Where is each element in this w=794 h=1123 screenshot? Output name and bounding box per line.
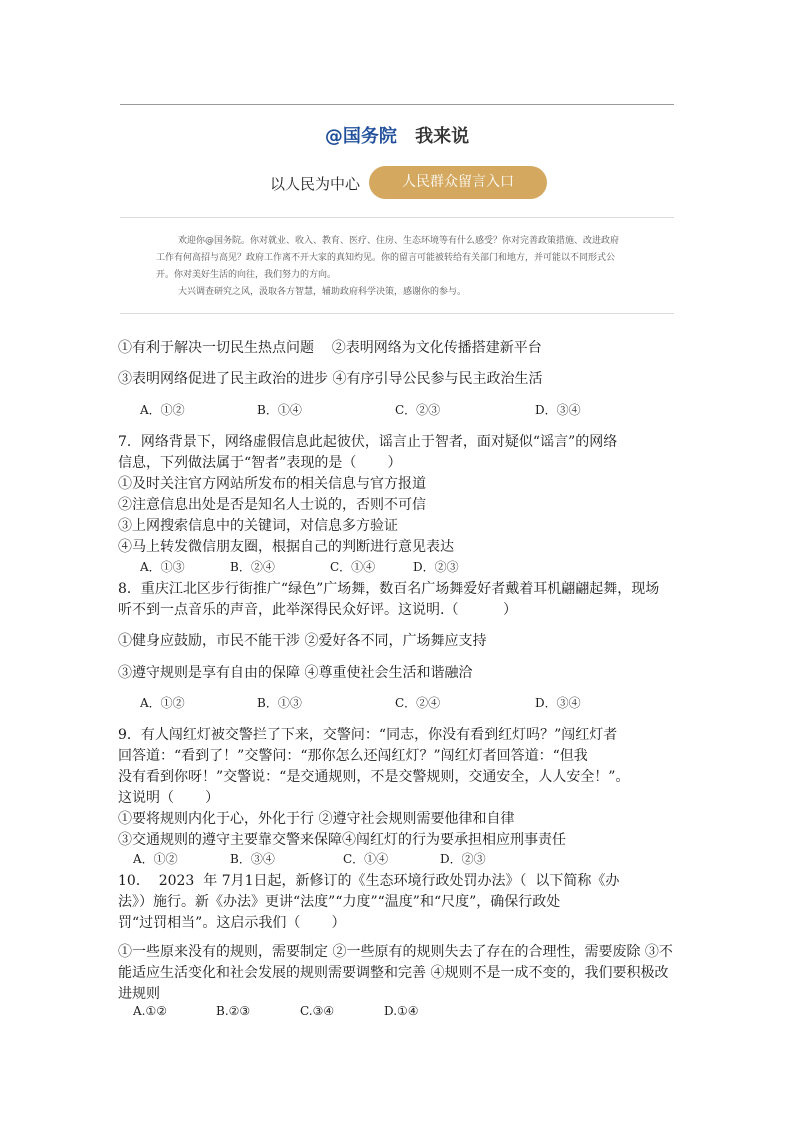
- q9-stem-line: 9．有人闯红灯被交警拦了下来，交警问：“同志，你没有看到红灯吗？”闯红灯者: [118, 727, 618, 743]
- q10-stem-line: 法》）施行。新《办法》更讲“法度”“力度”“温度”和“尺度”，确保行政处: [118, 894, 561, 910]
- q9-option-c: C．①④: [343, 852, 389, 866]
- q8-option-d: D．③④: [535, 696, 581, 710]
- q8-item-1: ①健身应鼓励，市民不能干涉 ②爱好各不同，广场舞应支持: [118, 633, 487, 649]
- q8-option-c: C．②④: [395, 696, 441, 710]
- q7-option-b: B．②④: [230, 560, 275, 574]
- q8-stem-line: 听不到一点音乐的声音，此举深得民众好评。这说明.（ ）: [118, 602, 517, 618]
- q7-item-3: ③上网搜索信息中的关键词，对信息多方验证: [118, 518, 398, 534]
- intro-line: 工作有何高招与高见？政府工作离不开大家的真知灼见。你的留言可能被转给有关部门和地方，并可能以不同形式公: [156, 253, 616, 263]
- banner-divider: [120, 217, 674, 218]
- slogan-text: 我来说: [415, 126, 470, 147]
- q9-stem-line: 没有看到你呀！”交警说：“是交通规则，不是交警规则，交通安全，人人安全！”。: [118, 769, 630, 785]
- q7-item-4: ④马上转发微信朋友圈，根据自己的判断进行意见表达: [118, 539, 454, 555]
- banner-bottom-rule: [120, 313, 674, 314]
- intro-line: 欢迎你@国务院。你对就业、收入、教育、医疗、住房、生态环境等有什么感受？你对完善政策措施、改进政府: [178, 236, 620, 246]
- q9-item-2: ③交通规则的遵守主要靠交警来保障④闯红灯的行为要承担相应刑事责任: [118, 832, 566, 848]
- q6-item-2: ③表明网络促进了民主政治的进步 ④有序引导公民参与民主政治生活: [118, 371, 543, 387]
- intro-line: 开。你对美好生活的向往，我们努力的方向。: [156, 270, 337, 280]
- people-center-text: 以人民为中心: [270, 175, 361, 193]
- q10-option-c: C.③④: [300, 1004, 335, 1018]
- q9-stem-line: 这说明（ ）: [118, 790, 220, 806]
- q6-option-d: D．③④: [535, 403, 581, 417]
- q9-option-a: A．①②: [133, 852, 178, 866]
- q6-item-1: ①有利于解决一切民生热点问题 ②表明网络为文化传播搭建新平台: [118, 340, 542, 356]
- q9-stem-line: 回答道：“看到了！”交警问：“那你怎么还闯红灯？”闯红灯者回答道：“但我: [118, 748, 588, 764]
- q9-option-d: D．②③: [440, 852, 486, 866]
- intro-line: 大兴调查研究之风，汲取各方智慧，辅助政府科学决策，感谢你的参与。: [178, 287, 467, 297]
- q9-item-1: ①要将规则内化于心，外化于行 ②遵守社会规则需要他律和自律: [118, 811, 515, 827]
- message-entry-button[interactable]: 人民群众留言入口: [369, 166, 547, 199]
- q10-stem-line: 罚“过罚相当”。这启示我们（ ）: [118, 915, 346, 931]
- brand-text: @国务院: [324, 126, 397, 147]
- q10-option-d: D.①④: [384, 1004, 419, 1018]
- q10-item-2: 能适应生活变化和社会发展的规则需要调整和完善 ④规则不是一成不变的，我们要积极改: [118, 965, 669, 981]
- gov-banner: [120, 104, 674, 314]
- q7-item-2: ②注意信息出处是否是知名人士说的，否则不可信: [118, 497, 426, 513]
- q8-option-a: A．①②: [140, 696, 185, 710]
- q10-item-3: 进规则: [118, 986, 160, 1002]
- q10-item-1: ①一些原来没有的规则，需要制定 ②一些原有的规则失去了存在的合理性，需要废除 ③不: [118, 944, 673, 960]
- q8-stem-line: 8．重庆江北区步行街推广“绿色”广场舞，数百名广场舞爱好者戴着耳机翩翩起舞，现场: [118, 581, 660, 597]
- q7-option-d: D．②③: [413, 560, 459, 574]
- q7-option-a: A．①③: [140, 560, 185, 574]
- banner-intro: [156, 233, 656, 301]
- q8-item-2: ③遵守规则是享有自由的保障 ④尊重使社会生活和谐融洽: [118, 665, 473, 681]
- q6-option-c: C．②③: [395, 403, 441, 417]
- entry-row: [120, 166, 674, 200]
- q10-option-b: B.②③: [216, 1004, 251, 1018]
- q10-stem-line: 10． 2023 年 7月1日起，新修订的《生态环境行政处罚办法》（ 以下简称《办: [118, 873, 620, 889]
- banner-title: [120, 122, 674, 148]
- q7-item-1: ①及时关注官方网站所发布的相关信息与官方报道: [118, 476, 426, 492]
- q7-stem-line: 信息，下列做法属于“智者”表现的是（ ）: [118, 455, 402, 471]
- banner-top-rule: [120, 104, 674, 105]
- q7-option-c: C．①④: [330, 560, 376, 574]
- q9-option-b: B．③④: [230, 852, 275, 866]
- q6-option-b: B．①④: [257, 403, 302, 417]
- q7-stem-line: 7．网络背景下，网络虚假信息此起彼伏，谣言止于智者，面对疑似“谣言”的网络: [118, 434, 618, 450]
- q10-option-a: A.①②: [133, 1004, 167, 1018]
- q8-option-b: B．①③: [257, 696, 302, 710]
- q6-option-a: A．①②: [140, 403, 185, 417]
